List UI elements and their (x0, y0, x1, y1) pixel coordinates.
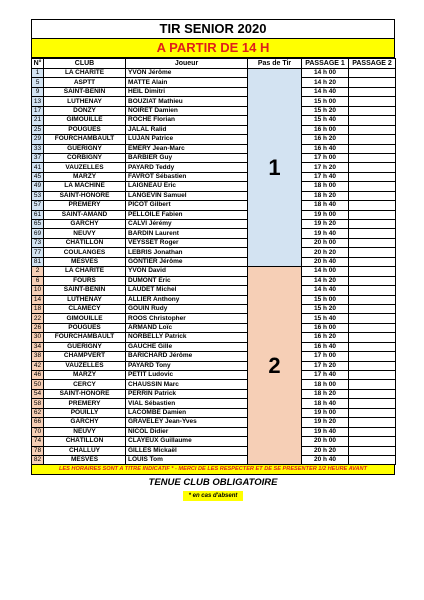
table-row (32, 427, 396, 436)
table-row (32, 191, 396, 200)
row-joueur: JALAL Ralid (126, 125, 248, 134)
row-number: 6 (32, 276, 44, 285)
row-club: NEUVY (44, 229, 126, 238)
row-passage2 (349, 267, 396, 276)
row-club: MESVES (44, 455, 126, 464)
row-joueur: NORBELLY Patrick (126, 333, 248, 342)
row-passage2 (349, 144, 396, 153)
row-passage2 (349, 304, 396, 313)
row-joueur: EMERY Jean-Marc (126, 144, 248, 153)
col-header-passage1: PASSAGE 1 (302, 59, 349, 69)
row-passage2 (349, 69, 396, 78)
row-passage2 (349, 455, 396, 464)
table-row (32, 286, 396, 295)
row-club: GIMOUILLE (44, 314, 126, 323)
notice-banner: LES HORAIRES SONT A TITRE INDICATIF * - MERCI DE LES RESPECTER ET DE SE PRESENTER 1/2 HEURE AVANT (31, 465, 395, 475)
pas-de-tir-1: 1 (248, 69, 302, 267)
row-number: 77 (32, 248, 44, 257)
row-passage2 (349, 408, 396, 417)
row-club: CERCY (44, 380, 126, 389)
row-club: COULANGES (44, 248, 126, 257)
table-row (32, 389, 396, 398)
table-row (32, 304, 396, 313)
row-passage1: 16 h 20 (302, 333, 349, 342)
row-passage2 (349, 87, 396, 96)
row-number: 57 (32, 201, 44, 210)
table-row (32, 69, 396, 78)
row-club: LA MACHINE (44, 182, 126, 191)
table-row (32, 295, 396, 304)
row-passage1: 19 h 00 (302, 408, 349, 417)
row-number: 21 (32, 116, 44, 125)
row-number: 18 (32, 304, 44, 313)
row-joueur: CALVI Jérémy (126, 220, 248, 229)
row-club: CHALLUY (44, 446, 126, 455)
row-passage2 (349, 342, 396, 351)
table-row (32, 361, 396, 370)
row-passage1: 15 h 00 (302, 97, 349, 106)
row-joueur: PAYARD Teddy (126, 163, 248, 172)
col-header-passage2: PASSAGE 2 (349, 59, 396, 69)
row-passage2 (349, 380, 396, 389)
row-passage2 (349, 314, 396, 323)
row-joueur: LEBRIS Jonathan (126, 248, 248, 257)
row-club: VAUZELLES (44, 361, 126, 370)
table-row (32, 153, 396, 162)
table-row (32, 229, 396, 238)
row-club: PREMERY (44, 201, 126, 210)
row-number: 69 (32, 229, 44, 238)
row-number: 25 (32, 125, 44, 134)
row-passage1: 14 h 20 (302, 78, 349, 87)
table-row (32, 257, 396, 266)
row-number: 46 (32, 371, 44, 380)
table-row (32, 455, 396, 464)
row-number: 50 (32, 380, 44, 389)
row-club: POUGUES (44, 323, 126, 332)
row-passage2 (349, 333, 396, 342)
row-club: CLAMECY (44, 304, 126, 313)
table-row (32, 446, 396, 455)
row-number: 14 (32, 295, 44, 304)
row-club: SAINT-HONORE (44, 389, 126, 398)
row-passage1: 15 h 20 (302, 304, 349, 313)
row-number: 22 (32, 314, 44, 323)
row-passage1: 14 h 00 (302, 69, 349, 78)
row-joueur: CHAUSSIN Marc (126, 380, 248, 389)
table-row (32, 276, 396, 285)
row-passage1: 14 h 40 (302, 87, 349, 96)
row-number: 65 (32, 220, 44, 229)
row-number: 81 (32, 257, 44, 266)
row-club: CHÂTILLON (44, 437, 126, 446)
row-joueur: GAUCHE Gille (126, 342, 248, 351)
row-club: LUTHENAY (44, 295, 126, 304)
table-body (32, 69, 396, 465)
row-joueur: MATTE Alain (126, 78, 248, 87)
row-club: LA CHARITE (44, 69, 126, 78)
row-number: 82 (32, 455, 44, 464)
row-joueur: BARBIER Guy (126, 153, 248, 162)
row-passage1: 18 h 40 (302, 201, 349, 210)
row-passage1: 18 h 20 (302, 191, 349, 200)
row-club: POUGUES (44, 125, 126, 134)
row-passage1: 20 h 20 (302, 248, 349, 257)
row-joueur: VIAL Sébastien (126, 399, 248, 408)
row-club: MARZY (44, 371, 126, 380)
row-passage1: 17 h 00 (302, 153, 349, 162)
row-passage2 (349, 361, 396, 370)
row-passage2 (349, 399, 396, 408)
row-passage1: 19 h 20 (302, 418, 349, 427)
col-header-joueur: Joueur (126, 59, 248, 69)
row-passage1: 20 h 40 (302, 257, 349, 266)
row-passage2 (349, 437, 396, 446)
row-number: 37 (32, 153, 44, 162)
row-number: 2 (32, 267, 44, 276)
row-number: 62 (32, 408, 44, 417)
row-club: CHAMPVERT (44, 352, 126, 361)
table-row (32, 210, 396, 219)
row-club: SAINT-AMAND (44, 210, 126, 219)
row-club: VAUZELLES (44, 163, 126, 172)
row-number: 38 (32, 352, 44, 361)
row-number: 17 (32, 106, 44, 115)
row-number: 45 (32, 172, 44, 181)
row-passage1: 19 h 20 (302, 220, 349, 229)
row-joueur: GILLES Mickaël (126, 446, 248, 455)
row-club: ASPTT (44, 78, 126, 87)
row-joueur: FAVROT Sébastien (126, 172, 248, 181)
row-passage2 (349, 371, 396, 380)
row-joueur: PERRIN Patrick (126, 389, 248, 398)
row-joueur: PELLOILE Fabien (126, 210, 248, 219)
row-joueur: ARMAND Loïc (126, 323, 248, 332)
row-joueur: LAUDET Michel (126, 286, 248, 295)
table-row (32, 418, 396, 427)
row-club: CHÂTILLON (44, 238, 126, 247)
row-number: 66 (32, 418, 44, 427)
row-passage2 (349, 106, 396, 115)
row-club: SAINT-BENIN (44, 87, 126, 96)
row-passage1: 20 h 00 (302, 238, 349, 247)
row-passage1: 15 h 40 (302, 314, 349, 323)
row-club: LUTHENAY (44, 97, 126, 106)
row-joueur: LACOMBE Damien (126, 408, 248, 417)
row-number: 10 (32, 286, 44, 295)
table-row (32, 437, 396, 446)
row-passage1: 15 h 00 (302, 295, 349, 304)
row-number: 34 (32, 342, 44, 351)
row-passage2 (349, 418, 396, 427)
row-joueur: LAIGNEAU Eric (126, 182, 248, 191)
row-passage1: 17 h 40 (302, 371, 349, 380)
row-club: MESVES (44, 257, 126, 266)
row-passage1: 16 h 00 (302, 323, 349, 332)
schedule-sheet (31, 19, 395, 501)
row-joueur: ROCHE Florian (126, 116, 248, 125)
row-joueur: ALLIER Anthony (126, 295, 248, 304)
row-passage1: 18 h 00 (302, 182, 349, 191)
row-passage1: 18 h 20 (302, 389, 349, 398)
row-joueur: NOIRET Damien (126, 106, 248, 115)
row-passage1: 19 h 40 (302, 427, 349, 436)
row-passage1: 19 h 00 (302, 210, 349, 219)
table-row (32, 125, 396, 134)
row-number: 26 (32, 323, 44, 332)
row-club: GUERIGNY (44, 144, 126, 153)
row-number: 1 (32, 69, 44, 78)
table-row (32, 408, 396, 417)
table-header-row (32, 59, 396, 69)
row-number: 13 (32, 97, 44, 106)
row-passage2 (349, 352, 396, 361)
row-club: SAINT-BENIN (44, 286, 126, 295)
table-row (32, 97, 396, 106)
row-passage1: 18 h 00 (302, 380, 349, 389)
row-joueur: CLAYEUX Guillaume (126, 437, 248, 446)
row-club: FOURCHAMBAULT (44, 135, 126, 144)
row-number: 78 (32, 446, 44, 455)
row-number: 30 (32, 333, 44, 342)
row-number: 9 (32, 87, 44, 96)
row-club: POUILLY (44, 408, 126, 417)
row-joueur: GRAVELEY Jean-Yves (126, 418, 248, 427)
row-number: 49 (32, 182, 44, 191)
table-row (32, 135, 396, 144)
row-club: NEUVY (44, 427, 126, 436)
row-club: LA CHARITE (44, 267, 126, 276)
row-passage2 (349, 182, 396, 191)
row-joueur: BARDIN Laurent (126, 229, 248, 238)
row-passage2 (349, 210, 396, 219)
col-header-pas: Pas de Tir (248, 59, 302, 69)
row-number: 41 (32, 163, 44, 172)
row-joueur: BARICHARD Jérôme (126, 352, 248, 361)
row-passage1: 16 h 00 (302, 125, 349, 134)
row-club: FOURCHAMBAULT (44, 333, 126, 342)
row-passage2 (349, 257, 396, 266)
page-title: TIR SENIOR 2020 (31, 19, 395, 38)
table-row (32, 116, 396, 125)
row-club: CORBIGNY (44, 153, 126, 162)
row-passage2 (349, 323, 396, 332)
row-club: MARZY (44, 172, 126, 181)
row-number: 73 (32, 238, 44, 247)
row-passage2 (349, 238, 396, 247)
table-row (32, 314, 396, 323)
table-row (32, 238, 396, 247)
tenue-notice: TENUE CLUB OBLIGATOIRE (148, 477, 278, 489)
row-joueur: HEIL Dimitri (126, 87, 248, 96)
table-row (32, 182, 396, 191)
table-row (32, 352, 396, 361)
row-passage2 (349, 220, 396, 229)
row-club: GUERIGNY (44, 342, 126, 351)
row-passage1: 20 h 00 (302, 437, 349, 446)
table-row (32, 248, 396, 257)
row-passage2 (349, 97, 396, 106)
table-row (32, 106, 396, 115)
row-club: SAINT-HONORE (44, 191, 126, 200)
row-passage2 (349, 78, 396, 87)
row-joueur: DUMONT Eric (126, 276, 248, 285)
row-passage1: 14 h 20 (302, 276, 349, 285)
row-passage2 (349, 125, 396, 134)
row-joueur: LUJAN Patrice (126, 135, 248, 144)
row-joueur: BOUZIAT Mathieu (126, 97, 248, 106)
row-joueur: NICOL Didier (126, 427, 248, 436)
row-club: GARCHY (44, 220, 126, 229)
row-number: 58 (32, 399, 44, 408)
row-club: GIMOUILLE (44, 116, 126, 125)
col-header-club: CLUB (44, 59, 126, 69)
row-joueur: ROOS Christopher (126, 314, 248, 323)
row-passage2 (349, 389, 396, 398)
row-club: FOURS (44, 276, 126, 285)
row-joueur: LOUIS Tom (126, 455, 248, 464)
row-passage2 (349, 229, 396, 238)
table-row (32, 172, 396, 181)
row-club: DONZY (44, 106, 126, 115)
row-club: PREMERY (44, 399, 126, 408)
row-joueur: VEYSSET Roger (126, 238, 248, 247)
table-row (32, 342, 396, 351)
row-number: 42 (32, 361, 44, 370)
row-joueur: GONTIER Jérôme (126, 257, 248, 266)
table-row (32, 380, 396, 389)
table-row (32, 78, 396, 87)
row-passage2 (349, 446, 396, 455)
row-passage2 (349, 163, 396, 172)
schedule-table (31, 58, 396, 465)
row-joueur: PICOT Gilbert (126, 201, 248, 210)
row-passage1: 17 h 40 (302, 172, 349, 181)
absent-footnote: * en cas d'absent (183, 491, 243, 501)
row-passage2 (349, 201, 396, 210)
row-joueur: PETIT Ludovic (126, 371, 248, 380)
row-joueur: LANGEVIN Samuel (126, 191, 248, 200)
page-subtitle: A PARTIR DE 14 H (31, 38, 395, 58)
row-passage1: 15 h 20 (302, 106, 349, 115)
row-number: 5 (32, 78, 44, 87)
row-passage1: 16 h 20 (302, 135, 349, 144)
row-number: 29 (32, 135, 44, 144)
table-row (32, 201, 396, 210)
pas-de-tir-2: 2 (248, 267, 302, 465)
table-row (32, 87, 396, 96)
row-joueur: PAYARD Tony (126, 361, 248, 370)
row-passage1: 20 h 40 (302, 455, 349, 464)
row-passage2 (349, 172, 396, 181)
row-number: 53 (32, 191, 44, 200)
row-passage2 (349, 116, 396, 125)
row-passage1: 20 h 20 (302, 446, 349, 455)
row-passage2 (349, 276, 396, 285)
table-row (32, 333, 396, 342)
row-passage2 (349, 153, 396, 162)
row-passage1: 14 h 40 (302, 286, 349, 295)
row-passage1: 16 h 40 (302, 144, 349, 153)
row-joueur: GOUIN Rudy (126, 304, 248, 313)
row-joueur: YVON David (126, 267, 248, 276)
row-passage2 (349, 427, 396, 436)
row-joueur: YVON Jérôme (126, 69, 248, 78)
row-passage1: 17 h 20 (302, 163, 349, 172)
table-row (32, 163, 396, 172)
row-number: 33 (32, 144, 44, 153)
row-passage1: 16 h 40 (302, 342, 349, 351)
row-passage1: 14 h 00 (302, 267, 349, 276)
row-number: 70 (32, 427, 44, 436)
row-passage2 (349, 191, 396, 200)
table-row (32, 144, 396, 153)
row-passage2 (349, 295, 396, 304)
row-passage2 (349, 248, 396, 257)
row-passage1: 19 h 40 (302, 229, 349, 238)
table-row (32, 399, 396, 408)
row-passage1: 15 h 40 (302, 116, 349, 125)
row-passage2 (349, 135, 396, 144)
table-row (32, 220, 396, 229)
table-row (32, 323, 396, 332)
row-passage1: 18 h 40 (302, 399, 349, 408)
row-passage2 (349, 286, 396, 295)
row-number: 54 (32, 389, 44, 398)
row-passage1: 17 h 20 (302, 361, 349, 370)
table-row (32, 267, 396, 276)
row-number: 74 (32, 437, 44, 446)
row-club: GARCHY (44, 418, 126, 427)
table-row (32, 371, 396, 380)
row-number: 61 (32, 210, 44, 219)
row-passage1: 17 h 00 (302, 352, 349, 361)
col-header-num: N° (32, 59, 44, 69)
